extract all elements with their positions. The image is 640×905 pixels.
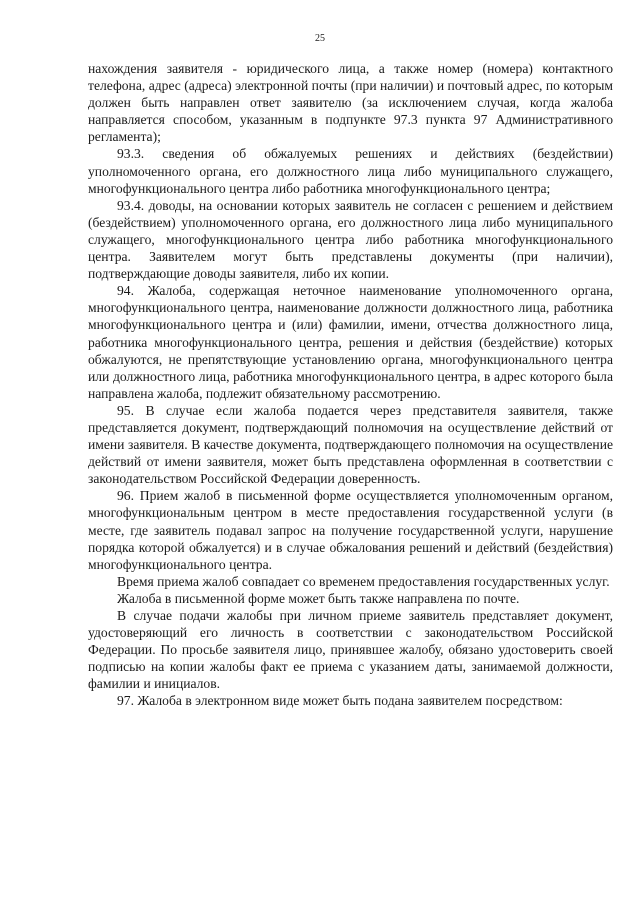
- paragraph-95: 95. В случае если жалоба подается через представителя заявителя, также представляется документ, подтверждающий полномочия на осуществление действий от имени заявителя. В качестве документа, подтверждающего полномочия на осуществление действий от имени заявителя, может быть представлена оформленная в соответствии с законодательством Российской Федерации доверенность.: [88, 402, 613, 487]
- paragraph-reception-time: Время приема жалоб совпадает со временем предоставления государственных услуг.: [117, 573, 610, 589]
- paragraph-mail: Жалоба в письменной форме может быть также направлена по почте.: [117, 590, 520, 606]
- paragraph-93-4: 93.4. доводы, на основании которых заявитель не согласен с решением и действием (бездействием) уполномоченного органа, его должностного лица либо муниципального служащего, многофункционального центра либо работника многофункционального центра. Заявителем могут быть представлены документы (при наличии), подтверждающие доводы заявителя, либо их копии.: [88, 197, 613, 282]
- paragraph-94: 94. Жалоба, содержащая неточное наименование уполномоченного органа, многофункционального центра, наименование должности должностного лица, работника многофункционального центра и (или) фамилии, имени, отчества должностного лица, работника многофункционального центра, решения и действия (бездействие) которых обжалуются, не препятствующие установлению органа, многофункционального центра или должностного лица, работника многофункционального центра, в адрес которого была направлена жалоба, подлежит обязательному рассмотрению.: [88, 283, 613, 401]
- page-number: 25: [315, 33, 325, 44]
- paragraph-96: 96. Прием жалоб в письменной форме осуществляется уполномоченным органом, многофункциональным центром в месте предоставления государственной услуги (в месте, где заявитель подавал запрос на получение государственной услуги, нарушение порядка которой обжалуется) и в случае обжалования решений и действий (бездействия) многофункционального центра.: [88, 488, 613, 572]
- paragraph-93-3: 93.3. сведения об обжалуемых решениях и действиях (бездействии) уполномоченного органа, его должностного лица либо муниципального служащего, многофункционального центра либо работника многофункционального центра;: [88, 146, 613, 196]
- document-body: [88, 60, 613, 710]
- paragraph-personal-reception: В случае подачи жалобы при личном приеме заявитель представляет документ, удостоверяющий его личность в соответствии с законодательством Российской Федерации. По просьбе заявителя лицо, принявшее жалобу, обязано удостоверить своей подписью на копии жалобы факт ее приема с указанием даты, занимаемой должности, фамилии и инициалов.: [88, 608, 613, 692]
- paragraph-97: 97. Жалоба в электронном виде может быть подана заявителем посредством:: [117, 693, 563, 709]
- paragraph-continuation: нахождения заявителя - юридического лица, а также номер (номера) контактного телефона, адрес (адреса) электронной почты (при наличии) и почтовый адрес, по которым должен быть направлен ответ заявителю (за исключением случая, когда жалоба направляется способом, указанным в подпункте 97.3 пункта 97 Административного регламента);: [88, 61, 613, 145]
